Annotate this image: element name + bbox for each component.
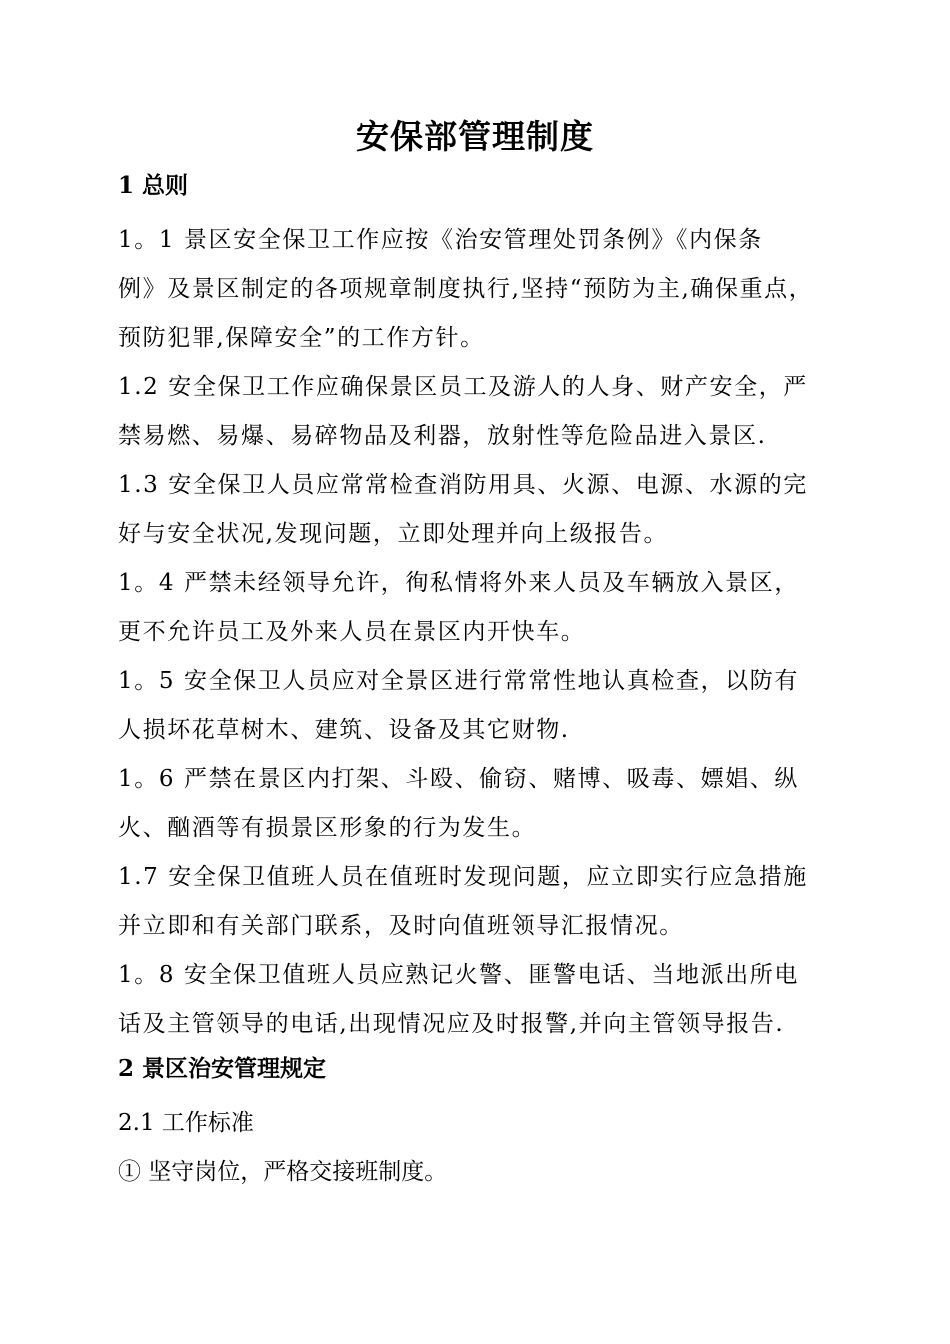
text-line: 禁易燃、易爆、易碎物品及利器，放射性等危险品进入景区. xyxy=(118,423,767,449)
text-line: 1。4 严禁未经领导允许，徇私情将外来人员及车辆放入景区， xyxy=(118,570,799,596)
text-line: ① 坚守岗位，严格交接班制度。 xyxy=(118,1159,448,1185)
paragraph-1-2 xyxy=(118,363,832,461)
paragraph-1-6 xyxy=(118,755,832,853)
paragraph-2-1 xyxy=(118,1099,832,1148)
text-line: 1。5 安全保卫人员应对全景区进行常常性地认真检查，以防有 xyxy=(118,668,799,694)
text-line: 并立即和有关部门联系，及时向值班领导汇报情况。 xyxy=(118,913,684,939)
text-line: 1。8 安全保卫值班人员应熟记火警、匪警电话、当地派出所电 xyxy=(118,962,799,988)
text-line: 1。6 严禁在景区内打架、斗殴、偷窃、赌博、吸毒、嫖娼、纵 xyxy=(118,766,799,792)
section-heading-1: 1 总则 xyxy=(118,172,189,199)
text-line: 2.1 工作标准 xyxy=(118,1110,254,1136)
text-line: 1.2 安全保卫工作应确保景区员工及游人的人身、财产安全，严 xyxy=(118,374,808,400)
paragraph-1-5 xyxy=(118,657,832,755)
text-line: 例》及景区制定的各项规章制度执行,坚持“预防为主,确保重点， xyxy=(118,276,814,302)
paragraph-1-3 xyxy=(118,461,832,559)
paragraph-1-8 xyxy=(118,951,832,1049)
section-heading-2: 2 景区治安管理规定 xyxy=(118,1055,327,1082)
paragraph-1-1 xyxy=(118,216,832,363)
document-body xyxy=(118,166,832,1197)
text-line: 话及主管领导的电话,出现情况应及时报警,并向主管领导报告. xyxy=(118,1011,785,1037)
text-line: 1.7 安全保卫值班人员在值班时发现问题，应立即实行应急措施 xyxy=(118,864,808,890)
text-line: 火、酗酒等有损景区形象的行为发生。 xyxy=(118,815,537,841)
text-line: 更不允许员工及外来人员在景区内开快车。 xyxy=(118,619,586,645)
text-line: 预防犯罪,保障安全”的工作方针。 xyxy=(118,325,485,351)
paragraph-1-7 xyxy=(118,853,832,951)
text-line: 1.3 安全保卫人员应常常检查消防用具、火源、电源、水源的完 xyxy=(118,472,808,498)
text-line: 好与安全状况,发现问题，立即处理并向上级报告。 xyxy=(118,521,669,547)
paragraph-1-4 xyxy=(118,559,832,657)
paragraph-2-2 xyxy=(118,1148,832,1197)
text-line: 人损坏花草树木、建筑、设备及其它财物. xyxy=(118,717,570,743)
document-title: 安保部管理制度 xyxy=(356,117,594,156)
text-line: 1。1 景区安全保卫工作应按《治安管理处罚条例》《内保条 xyxy=(118,227,763,253)
